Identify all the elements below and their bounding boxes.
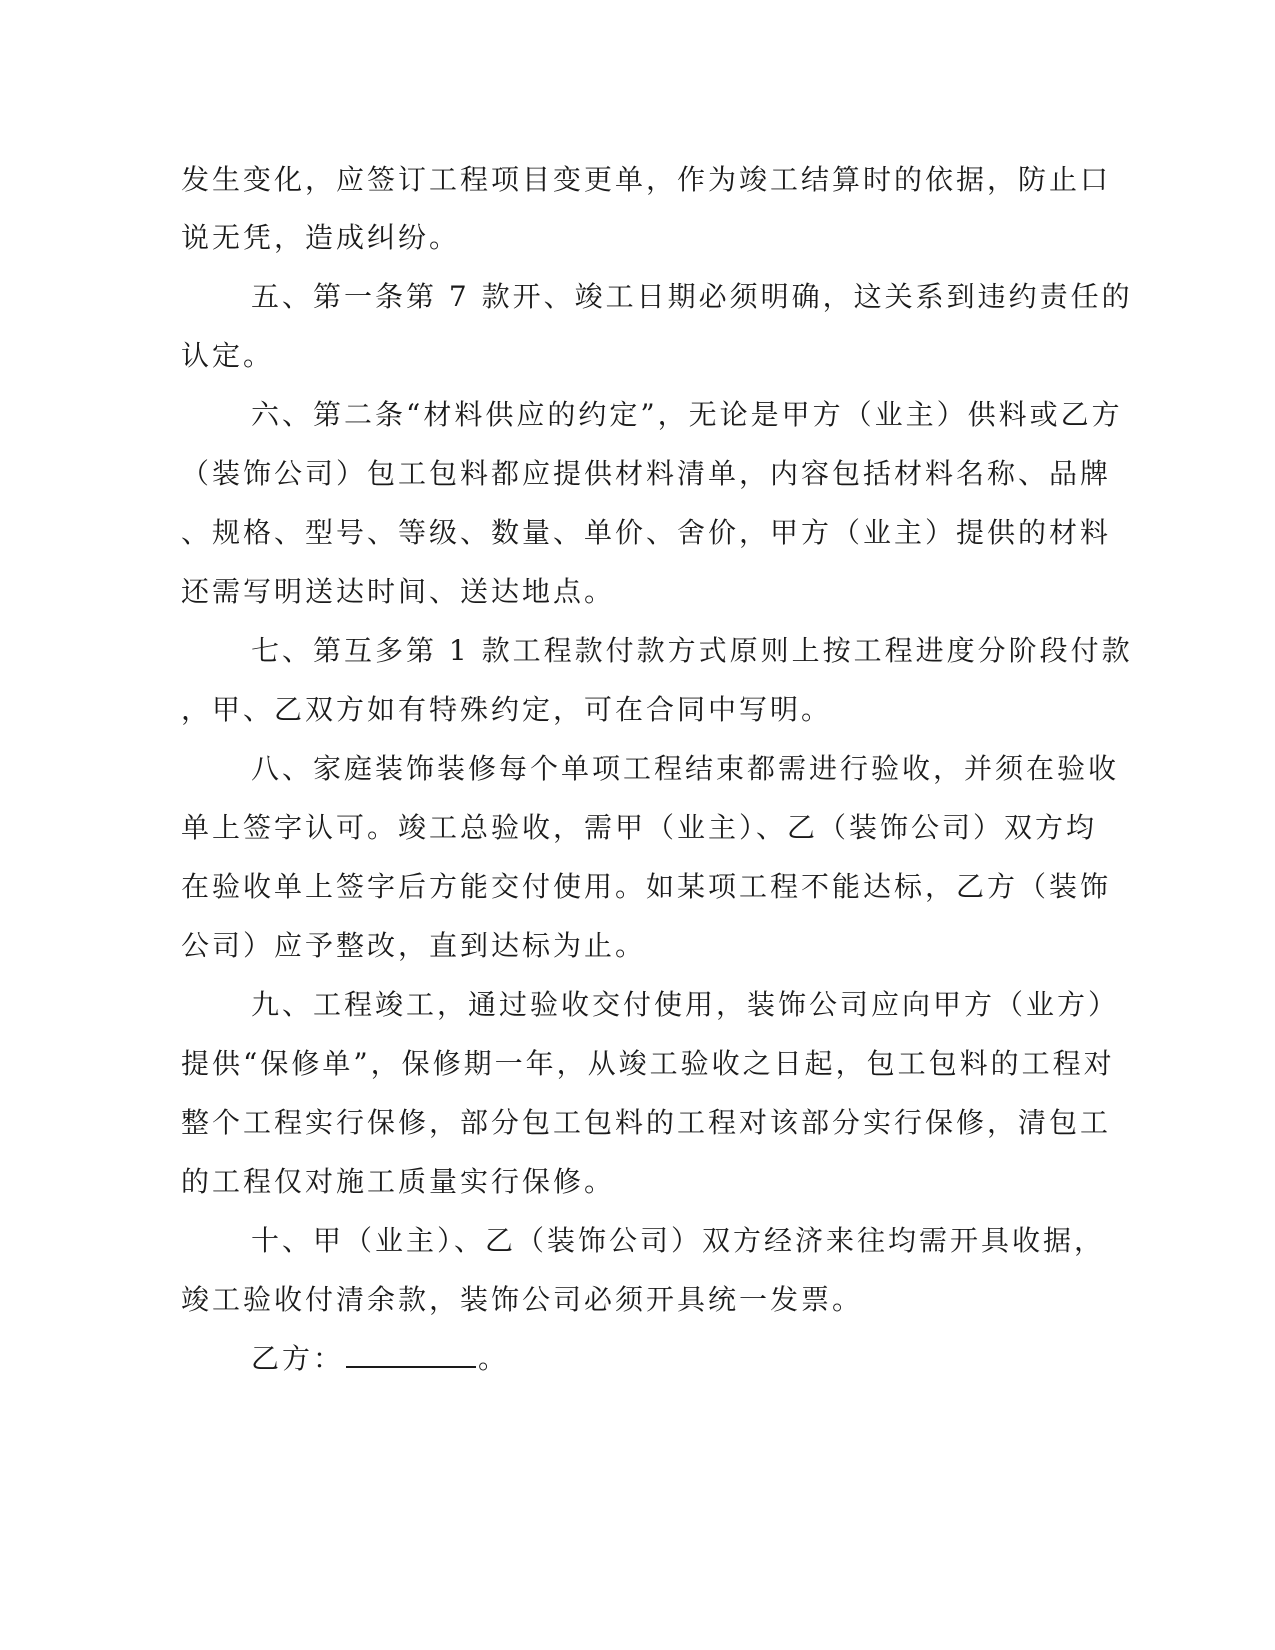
text-line: （装饰公司）包工包料都应提供材料清单，内容包括材料名称、品牌 — [181, 457, 1112, 490]
text-line: 六、第二条“材料供应的约定”，无论是甲方（业主）供料或乙方 — [251, 398, 1123, 431]
text-line: 在验收单上签字后方能交付使用。如某项工程不能达标，乙方（装饰 — [181, 870, 1112, 903]
text-line: 单上签字认可。竣工总验收，需甲（业主）、乙（装饰公司）双方均 — [181, 811, 1098, 844]
signature-label: 乙方： — [251, 1342, 345, 1375]
text-line: 五、第一条第 7 款开、竣工日期必须明确，这关系到违约责任的 — [251, 280, 1133, 313]
text-line: 认定。 — [181, 339, 275, 372]
text-line: 提供“保修单”，保修期一年，从竣工验收之日起，包工包料的工程对 — [181, 1047, 1115, 1080]
text-line: 公司）应予整改，直到达标为止。 — [181, 929, 647, 962]
text-line: 九、工程竣工，通过验收交付使用，装饰公司应向甲方（业方） — [251, 988, 1120, 1021]
text-line: ，甲、乙双方如有特殊约定，可在合同中写明。 — [181, 693, 833, 726]
text-line: 、规格、型号、等级、数量、单价、舍价，甲方（业主）提供的材料 — [181, 516, 1112, 549]
text-line: 整个工程实行保修，部分包工包料的工程对该部分实行保修，清包工 — [181, 1106, 1112, 1139]
text-line: 八、家庭装饰装修每个单项工程结束都需进行验收，并须在验收 — [251, 752, 1120, 785]
text-line: 的工程仅对施工质量实行保修。 — [181, 1165, 616, 1198]
text-line: 发生变化，应签订工程项目变更单，作为竣工结算时的依据，防止口 — [181, 163, 1112, 196]
text-line: 竣工验收付清余款，装饰公司必须开具统一发票。 — [181, 1283, 864, 1316]
text-line: 说无凭，造成纠纷。 — [181, 221, 461, 254]
text-line: 十、甲（业主）、乙（装饰公司）双方经济来往均需开具收据， — [251, 1224, 1106, 1257]
signature-end: 。 — [478, 1342, 510, 1375]
signature-blank — [346, 1340, 476, 1368]
text-line: 七、第互多第 1 款工程款付款方式原则上按工程进度分阶段付款 — [251, 634, 1133, 667]
signature-line — [251, 1339, 509, 1379]
text-line: 还需写明送达时间、送达地点。 — [181, 575, 616, 608]
